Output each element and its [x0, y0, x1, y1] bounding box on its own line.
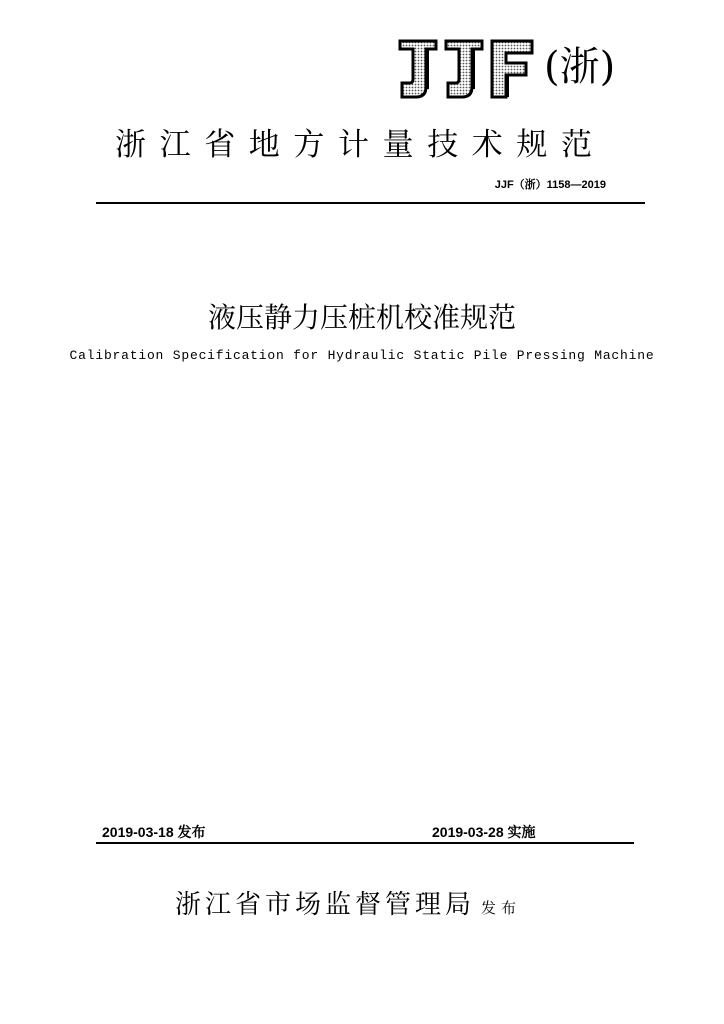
publish-action: 发布 [481, 899, 522, 917]
publisher-name: 浙江省市场监督管理局 [175, 890, 476, 920]
top-divider [96, 202, 645, 204]
jjf-logo-group [396, 35, 636, 105]
spec-code: JJF（浙）1158—2019 [494, 179, 606, 191]
issue-date: 2019-03-18 发布 [102, 824, 206, 840]
logo-region-label: (浙) [544, 44, 616, 90]
document-title-chinese: 液压静力压桩机校准规范 [207, 301, 516, 334]
effective-date: 2019-03-28 实施 [432, 824, 536, 840]
spec-category-heading: 浙江省地方计量技术规范 [115, 127, 606, 163]
document-title-english: Calibration Specification for Hydraulic Static Pile Pressing Machine [69, 348, 655, 363]
jjf-logo [396, 35, 536, 105]
bottom-divider [96, 842, 634, 844]
publisher-line [175, 888, 521, 925]
